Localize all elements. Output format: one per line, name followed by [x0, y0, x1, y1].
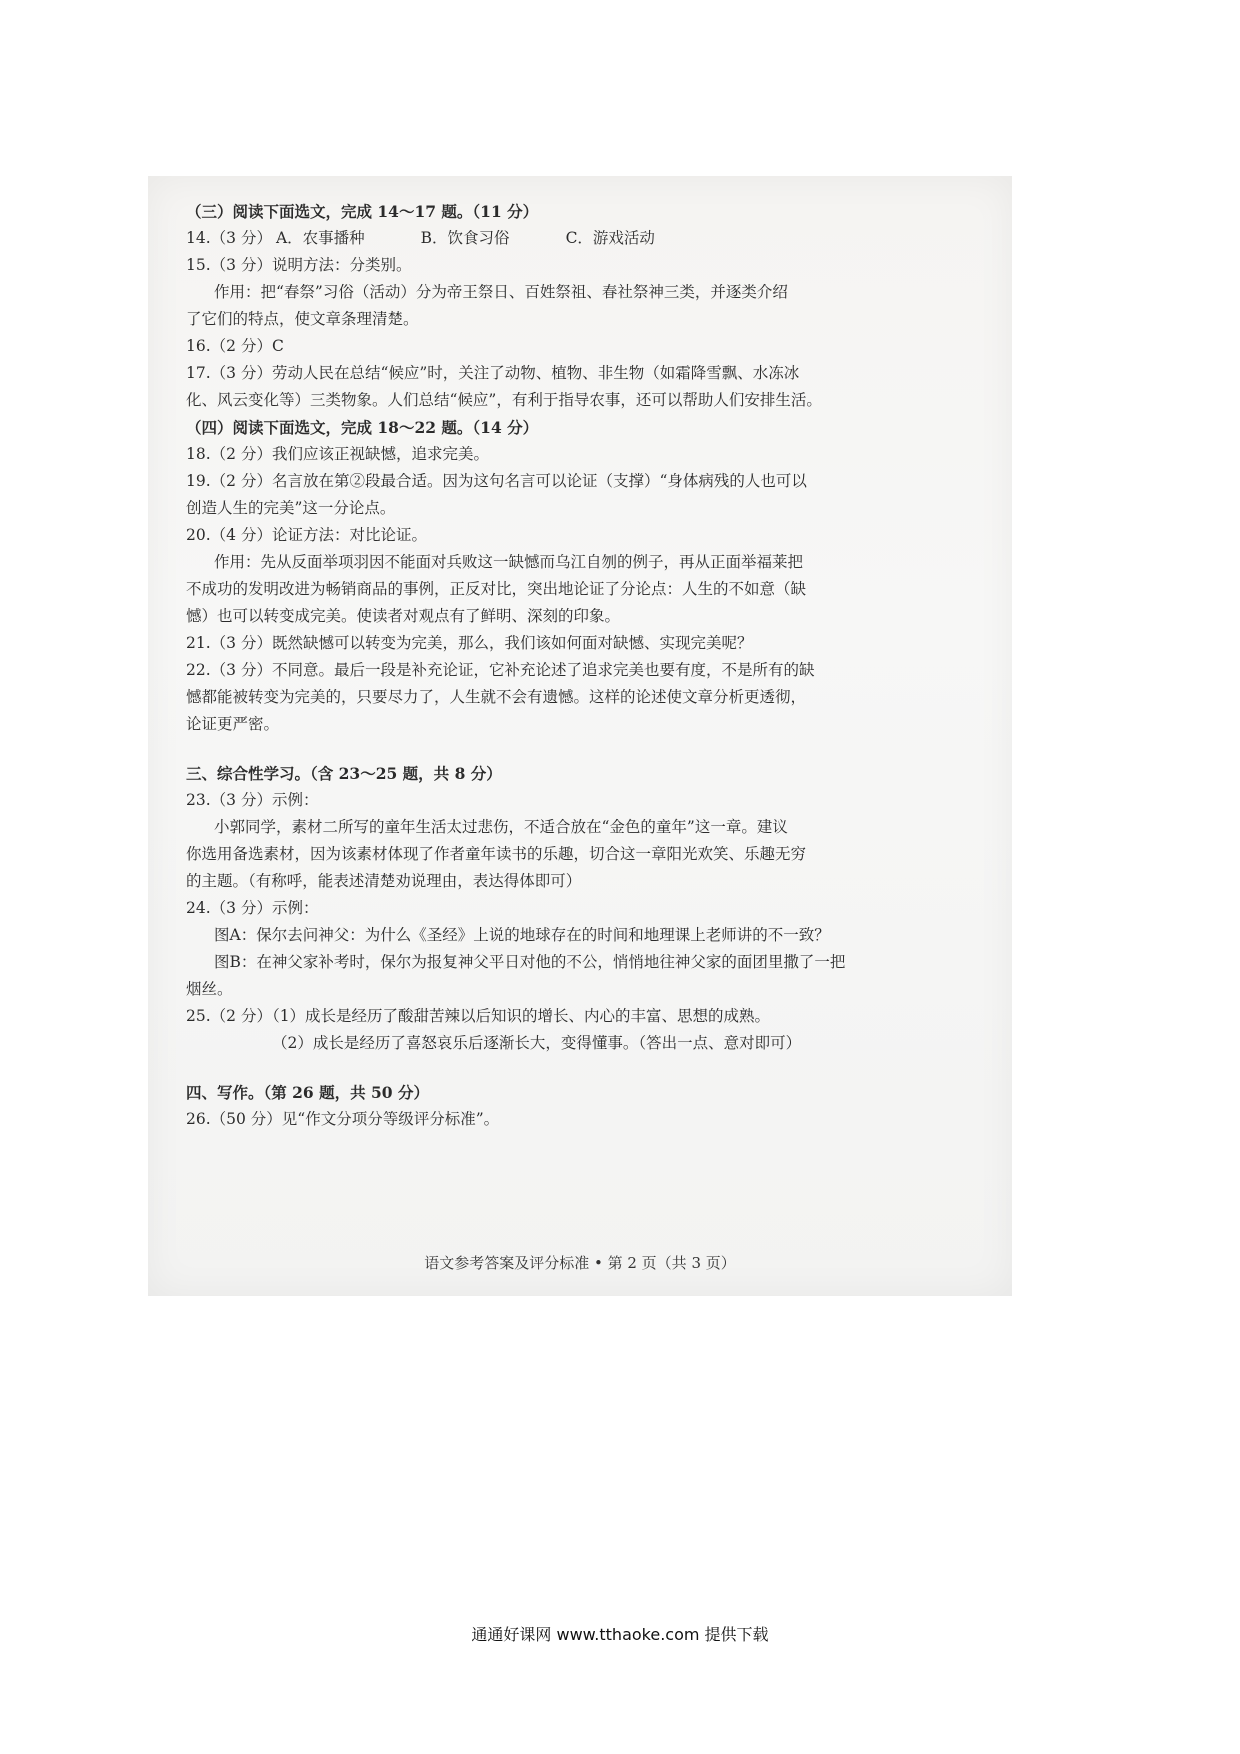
section-3-heading: （三）阅读下面选文，完成 14～17 题。（11 分）: [186, 202, 539, 221]
q16-answer: 16.（2 分）C: [186, 337, 284, 355]
q15-line-2: 作用：把“春祭”习俗（活动）分为帝王祭日、百姓祭祖、春社祭神三类，并逐类介绍: [214, 283, 788, 301]
spacer: [186, 738, 986, 760]
part-4-heading: 四、写作。（第 26 题，共 50 分）: [186, 1083, 429, 1102]
part-3-heading: 三、综合性学习。（含 23～25 题，共 8 分）: [186, 764, 502, 783]
q17-line-1: 17.（3 分）劳动人民在总结“候应”时，关注了动物、植物、非生物（如霜降雪飘、水冻冰: [186, 364, 800, 382]
q14-option-b: B．饮食习俗: [420, 229, 510, 247]
q20-line-4: 憾）也可以转变成完美。使读者对观点有了鲜明、深刻的印象。: [186, 607, 621, 625]
q24-line-3: 图B：在神父家补考时，保尔为报复神父平日对他的不公，悄悄地往神父家的面团里撒了一把: [214, 953, 846, 971]
spacer: [186, 1057, 986, 1079]
q22-line-2: 憾都能被转变为完美的，只要尽力了，人生就不会有遗憾。这样的论述使文章分析更透彻，: [186, 688, 807, 706]
q24-line-2: 图A：保尔去问神父：为什么《圣经》上说的地球存在的时间和地理课上老师讲的不一致？: [214, 926, 830, 944]
q14-answer: [186, 225, 986, 252]
page-number-footer: 语文参考答案及评分标准 • 第 2 页（共 3 页）: [424, 1254, 736, 1272]
q23-line-3: 你选用备选素材，因为该素材体现了作者童年读书的乐趣，切合这一章阳光欢笑、乐趣无穷: [186, 845, 807, 863]
q14-prefix: 14.（3 分）: [186, 229, 272, 247]
q18-answer: 18.（2 分）我们应该正视缺憾，追求完美。: [186, 445, 489, 463]
q20-line-3: 不成功的发明改进为畅销商品的事例，正反对比，突出地论证了分论点：人生的不如意（缺: [186, 580, 807, 598]
section-4-heading: （四）阅读下面选文，完成 18～22 题。（14 分）: [186, 418, 539, 437]
q15-line-1: 15.（3 分）说明方法：分类别。: [186, 256, 412, 274]
q24-line-4: 烟丝。: [186, 980, 233, 998]
q20-line-2: 作用：先从反面举项羽因不能面对兵败这一缺憾而乌江自刎的例子，再从正面举福莱把: [214, 553, 804, 571]
q17-line-2: 化、风云变化等）三类物象。人们总结“候应”，有利于指导农事，还可以帮助人们安排生活。: [186, 391, 822, 409]
q19-line-1: 19.（2 分）名言放在第②段最合适。因为这句名言可以论证（支撑）“身体病残的人也可以: [186, 472, 807, 490]
q23-line-2: 小郭同学，素材二所写的童年生活太过悲伤，不适合放在“金色的童年”这一章。建议: [214, 818, 788, 836]
q14-option-c: C．游戏活动: [565, 229, 655, 247]
q22-line-3: 论证更严密。: [186, 715, 280, 733]
site-footer: 通通好课网 www.tthaoke.com 提供下载: [471, 1625, 769, 1644]
q14-option-a: A．农事播种: [275, 229, 365, 247]
q20-line-1: 20.（4 分）论证方法：对比论证。: [186, 526, 427, 544]
q21-answer: 21.（3 分）既然缺憾可以转变为完美，那么，我们该如何面对缺憾、实现完美呢？: [186, 634, 753, 652]
q25-line-1: 25.（2 分）（1）成长是经历了酸甜苦辣以后知识的增长、内心的丰富、思想的成熟。: [186, 1007, 771, 1025]
q24-line-1: 24.（3 分）示例：: [186, 899, 319, 917]
q26-answer: 26.（50 分）见“作文分项分等级评分标准”。: [186, 1110, 500, 1128]
scanned-page: [148, 176, 1012, 1296]
q22-line-1: 22.（3 分）不同意。最后一段是补充论证，它补充论述了追求完美也要有度，不是所有的缺: [186, 661, 815, 679]
q23-line-4: 的主题。（有称呼，能表述清楚劝说理由，表达得体即可）: [186, 872, 582, 890]
answer-content: [186, 198, 986, 1133]
q25-line-2: （2）成长是经历了喜怒哀乐后逐渐长大，变得懂事。（答出一点、意对即可）: [272, 1034, 802, 1052]
q23-line-1: 23.（3 分）示例：: [186, 791, 319, 809]
q15-line-3: 了它们的特点，使文章条理清楚。: [186, 310, 419, 328]
q19-line-2: 创造人生的完美”这一分论点。: [186, 499, 396, 517]
